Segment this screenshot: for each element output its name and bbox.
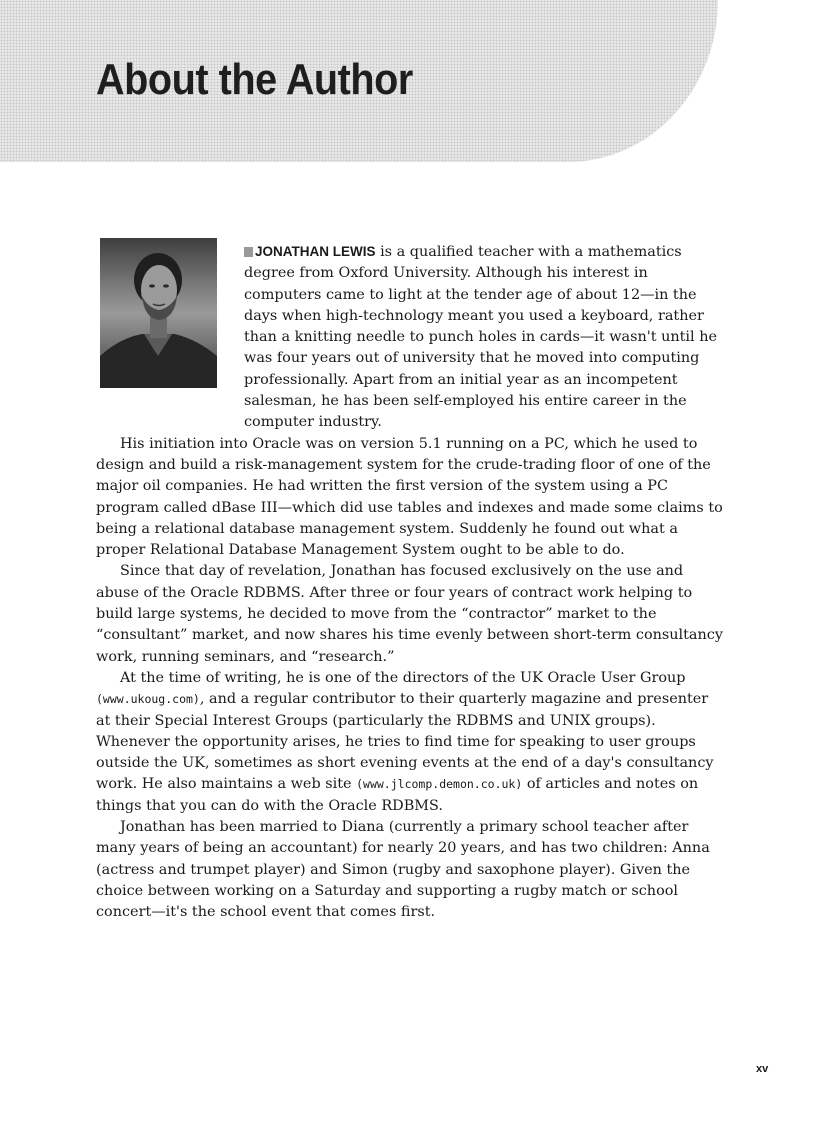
bullet-square-icon xyxy=(244,247,253,257)
paragraph-revelation: Since that day of revelation, Jonathan has focused exclusively on the use and abuse of the Oracle RDBMS. After three or four years of contract work helping to build large systems, he decided to move from the “contractor” market to the “consultant” market, and now shares his time evenly between short-term consultancy work, running seminars, and “research.” xyxy=(96,563,723,665)
paragraph-text: , and a regular contributor to their quarterly magazine and presenter at their Special Interest Groups (particularly the RDBMS and UNIX groups). Whenever the opportunity arises, he tries to find time for speaking to user groups outside the UK, sometimes as short evening events at the end of a day's consultancy work. He also maintains a web site xyxy=(96,691,714,793)
jlcomp-url: (www.jlcomp.demon.co.uk) xyxy=(356,777,523,792)
page-title: About the Author xyxy=(96,55,413,104)
author-intro-text: is a qualified teacher with a mathematics degree from Oxford University. Although his interest in computers came to light at the tender age of about 12—in the days when high-technology meant you used a keyboard, rather than a knitting needle to punch holes in cards—it wasn't until he was four years out of university that he moved into computing professionally. Apart from an initial year as an incompetent salesman, he has been self-employed his entire career in the computer industry. xyxy=(244,244,717,431)
paragraph-family: Jonathan has been married to Diana (currently a primary school teacher after many years of being an accountant) for nearly 20 years, and has two children: Anna (actress and trumpet player) and Simon (rugby and saxophone player). Given the choice between working on a Saturday and supporting a rugby match or school concert—it's the school event that comes first. xyxy=(96,819,710,921)
paragraph-oracle-initiation: His initiation into Oracle was on version 5.1 running on a PC, which he used to design and build a risk-management system for the crude-trading floor of one of the major oil companies. He had written the first version of the system using a PC program called dBase III—which did use tables and indexes and made some claims to being a relational database management system. Suddenly he found out what a proper Relational Database Management System ought to be able to do. xyxy=(96,435,723,559)
article-body xyxy=(96,241,724,924)
paragraph-user-group xyxy=(96,668,724,817)
paragraph-text: At the time of writing, he is one of the directors of the UK Oracle User Group xyxy=(120,669,686,686)
author-intro-paragraph xyxy=(244,241,724,434)
author-name: JONATHAN LEWIS xyxy=(255,244,376,259)
paragraph-text: of articles and notes on things that you can do with the Oracle RDBMS. xyxy=(96,776,699,814)
ukoug-url: (www.ukoug.com) xyxy=(96,692,200,707)
page-number: xv xyxy=(756,1063,769,1075)
